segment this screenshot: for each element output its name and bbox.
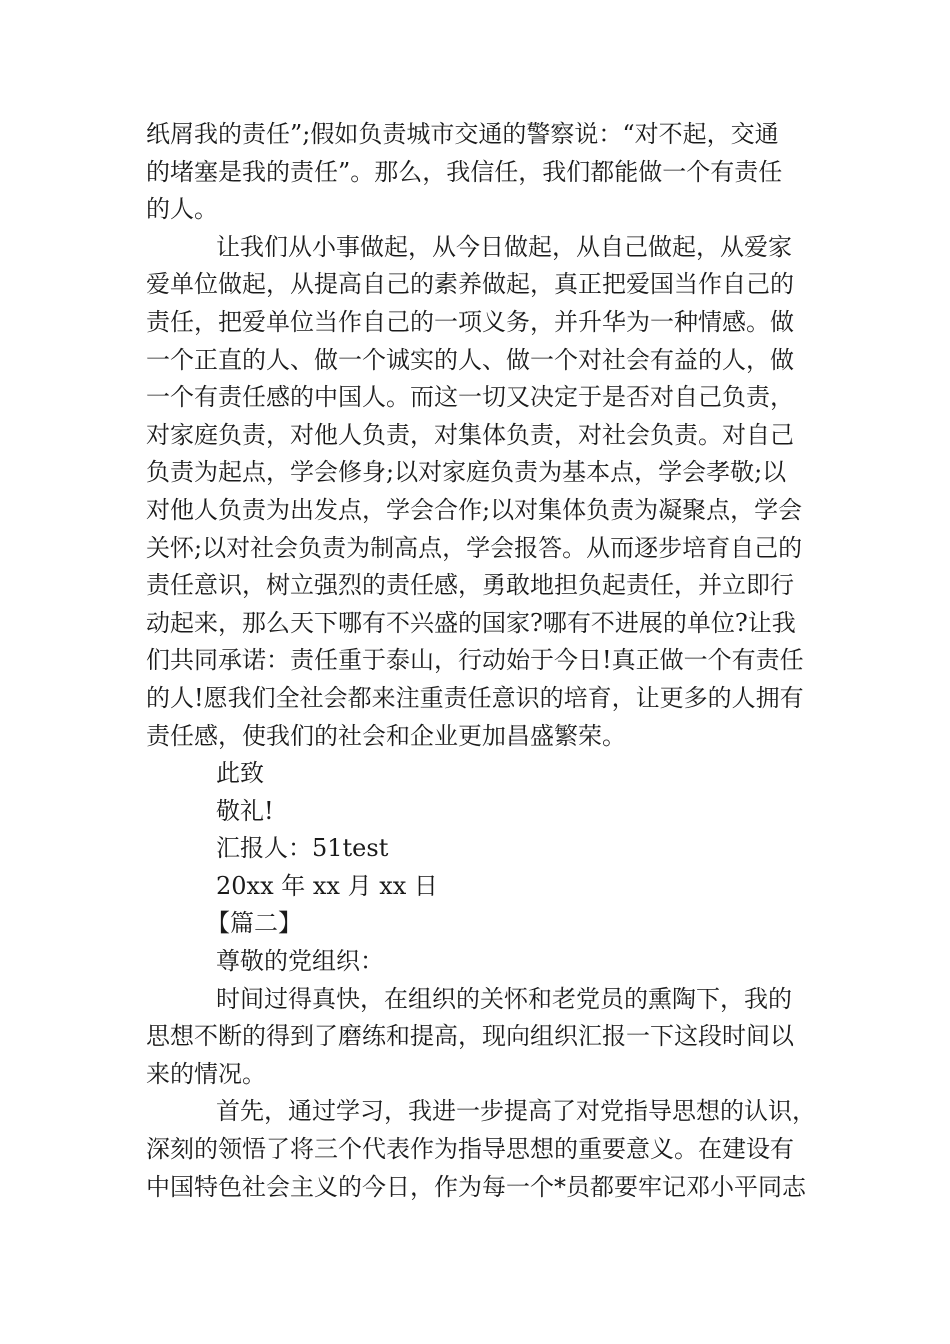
text-line: 关怀;以对社会负责为制高点，学会报答。从而逐步培育自己的: [146, 533, 803, 562]
text-line: 的人!愿我们全社会都来注重责任意识的培育，让更多的人拥有: [146, 683, 804, 712]
text-line: 中国特色社会主义的今日，作为每一个*员都要牢记邓小平同志: [146, 1172, 806, 1201]
salute-text: 敬礼!: [216, 796, 274, 825]
text-line: 责任，把爱单位当作自己的一项义务，并升华为一种情感。做: [146, 307, 794, 336]
text-line: 一个正直的人、做一个诚实的人、做一个对社会有益的人，做: [146, 345, 794, 374]
text-line: 来的情况。: [146, 1059, 266, 1088]
paragraph-study: [146, 1093, 816, 1206]
text-line: 们共同承诺：责任重于泰山，行动始于今日!真正做一个有责任: [146, 646, 804, 675]
section-heading: 【篇二】: [206, 909, 302, 938]
reporter-line: 汇报人：51test: [216, 834, 389, 863]
text-line: 时间过得真快，在组织的关怀和老党员的熏陶下，我的: [216, 984, 792, 1013]
text-line: 负责为起点，学会修身;以对家庭负责为基本点，学会孝敬;以: [146, 458, 787, 487]
text-line: 首先，通过学习，我进一步提高了对党指导思想的认识，: [216, 1097, 816, 1126]
text-line: 深刻的领悟了将三个代表作为指导思想的重要意义。在建设有: [146, 1135, 794, 1164]
text-line: 责任意识，树立强烈的责任感，勇敢地担负起责任，并立即行: [146, 571, 794, 600]
paragraph-call-to-action: [146, 229, 806, 755]
document-body: [146, 116, 816, 1206]
text-line: 爱单位做起，从提高自己的素养做起，真正把爱国当作自己的: [146, 270, 794, 299]
text-line: 对他人负责为出发点，学会合作;以对集体负责为凝聚点，学会: [146, 495, 803, 524]
text-line: 的人。: [146, 195, 218, 224]
text-line: 让我们从小事做起，从今日做起，从自己做起，从爱家: [216, 232, 792, 261]
text-line: 动起来，那么天下哪有不兴盛的国家?哪有不进展的单位?让我: [146, 608, 796, 637]
text-line: 责任感，使我们的社会和企业更加昌盛繁荣。: [146, 721, 626, 750]
paragraph-opening: [146, 981, 806, 1094]
date-line: 20xx 年 xx 月 xx 日: [216, 871, 438, 900]
paragraph-responsibility-end: [146, 116, 806, 229]
text-line: 对家庭负责，对他人负责，对集体负责，对社会负责。对自己: [146, 420, 794, 449]
text-line: 的堵塞是我的责任”。那么，我信任，我们都能做一个有责任: [146, 157, 783, 186]
text-line: 纸屑我的责任”;假如负责城市交通的警察说：“对不起，交通: [146, 120, 779, 148]
greeting-line: 尊敬的党组织：: [216, 947, 384, 976]
closing-text: 此致: [216, 759, 264, 788]
text-line: 思想不断的得到了磨练和提高，现向组织汇报一下这段时间以: [146, 1022, 794, 1051]
text-line: 一个有责任感的中国人。而这一切又决定于是否对自己负责，: [146, 383, 794, 412]
